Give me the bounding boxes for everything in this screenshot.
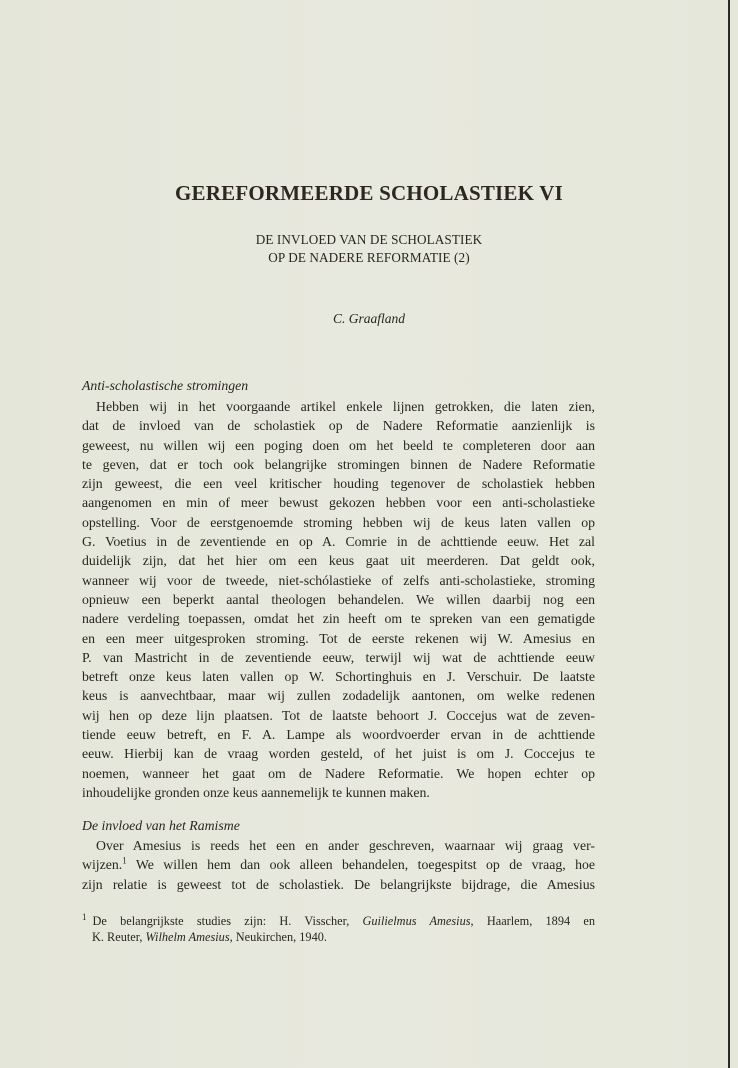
paragraph-line: zijn geweest, die een veel kritischer houding tegenover de scholastiek hebben bbox=[82, 476, 595, 492]
paragraph-line: opstelling. Voor de eerstgenoemde stroming hebben wij de keus laten vallen op bbox=[82, 514, 595, 530]
paragraph-line: zijn relatie is geweest tot de scholastiek. De belangrijkste bijdrage, die Amesius bbox=[82, 876, 595, 892]
paragraph-line: eeuw. Hierbij kan de vraag worden gesteld, of het juist is om J. Coccejus te bbox=[82, 746, 595, 762]
text-run: wijzen. bbox=[82, 857, 123, 873]
paragraph-line: en een meer uitgesproken stroming. Tot de eerste rekenen wij W. Amesius en bbox=[82, 630, 595, 646]
paragraph-line: duidelijk zijn, dat het hier om een keus gaat uit meerderen. Dat geldt ook, bbox=[82, 553, 595, 569]
section-heading-ramism: De invloed van het Ramisme bbox=[82, 818, 240, 833]
paragraph-line: P. van Mastricht in de zeventiende eeuw, terwijl wij wat de achttiende eeuw bbox=[82, 649, 595, 665]
footnote-line bbox=[82, 913, 595, 929]
text-run: We willen hem dan ook alleen behandelen, toegespitst op de vraag, hoe bbox=[126, 857, 595, 873]
paragraph-line: wanneer wij voor de tweede, niet-schólastieke of zelfs anti-scholastieke, stroming bbox=[82, 572, 595, 588]
paragraph-line bbox=[82, 855, 595, 874]
text-run: K. Reuter, bbox=[92, 930, 146, 944]
paragraph-ramism bbox=[82, 836, 595, 894]
book-title: Guilielmus Amesius, bbox=[362, 914, 474, 928]
paragraph-line: Hebben wij in het voorgaande artikel enkele lijnen getrokken, die laten zien, bbox=[96, 399, 595, 414]
page-edge-rule bbox=[728, 0, 730, 1068]
text-run: De belangrijkste studies zijn: H. Visscher, bbox=[92, 914, 363, 928]
text-run: Neukirchen, 1940. bbox=[232, 930, 327, 944]
author-name: C. Graafland bbox=[332, 311, 405, 326]
footnote bbox=[82, 913, 595, 945]
paragraph-line: keus is aanvechtbaar, maar wij zullen zodadelijk aantonen, om welke redenen bbox=[82, 688, 595, 704]
paragraph-line: G. Voetius in de zeventiende en op A. Comrie in de achttiende eeuw. Het zal bbox=[82, 534, 595, 550]
paragraph-anti-scholastic bbox=[82, 397, 595, 802]
paragraph-line: Over Amesius is reeds het een en ander geschreven, waarnaar wij graag ver- bbox=[96, 838, 595, 853]
paragraph-line: inhoudelijke gronden onze keus aannemelijk te kunnen maken. bbox=[82, 784, 430, 800]
paragraph-line: dat de invloed van de scholastiek op de Nadere Reformatie aanzienlijk is bbox=[82, 418, 595, 434]
book-title: Wilhelm Amesius, bbox=[145, 930, 233, 944]
article-title: GEREFORMEERDE SCHOLASTIEK VI bbox=[175, 181, 563, 205]
footnote-mark: 1 bbox=[82, 911, 87, 922]
article-subtitle-line2: OP DE NADERE REFORMATIE (2) bbox=[268, 250, 470, 265]
footnote-line bbox=[82, 929, 595, 945]
article-subtitle-line1: DE INVLOED VAN DE SCHOLASTIEK bbox=[255, 232, 483, 247]
paragraph-line: noemen, wanneer het gaat om de Nadere Reformatie. We hopen echter op bbox=[82, 765, 595, 781]
footnote-reference[interactable]: 1 bbox=[122, 855, 127, 866]
paragraph-line: aangenomen en min of meer bewust gekozen hebben voor een anti-scholastieke bbox=[82, 495, 595, 511]
paragraph-line: betreft onze keus laten vallen op W. Schortinghuis en J. Verschuir. De laatste bbox=[82, 669, 595, 685]
paragraph-line: opnieuw een beperkt aantal theologen behandelen. We willen daarbij nog een bbox=[82, 591, 595, 607]
paragraph-line: nadere verdeling toepassen, omdat het zin heeft om te spreken van een gematigde bbox=[82, 611, 595, 627]
section-heading-anti-scholastic: Anti-scholastische stromingen bbox=[82, 378, 249, 393]
paragraph-line: geweest, nu willen wij een poging doen om het beeld te completeren door aan bbox=[82, 437, 595, 453]
paragraph-line: tiende eeuw betreft, en F. A. Lampe als woordvoerder ervan in de achttiende bbox=[82, 727, 595, 743]
text-run: Haarlem, 1894 en bbox=[473, 914, 595, 928]
paragraph-line: wij hen op deze lijn plaatsen. Tot de laatste behoort J. Coccejus wat de zeven- bbox=[82, 707, 595, 723]
paragraph-line: te geven, dat er toch ook belangrijke stromingen binnen de Nadere Reformatie bbox=[82, 456, 595, 472]
